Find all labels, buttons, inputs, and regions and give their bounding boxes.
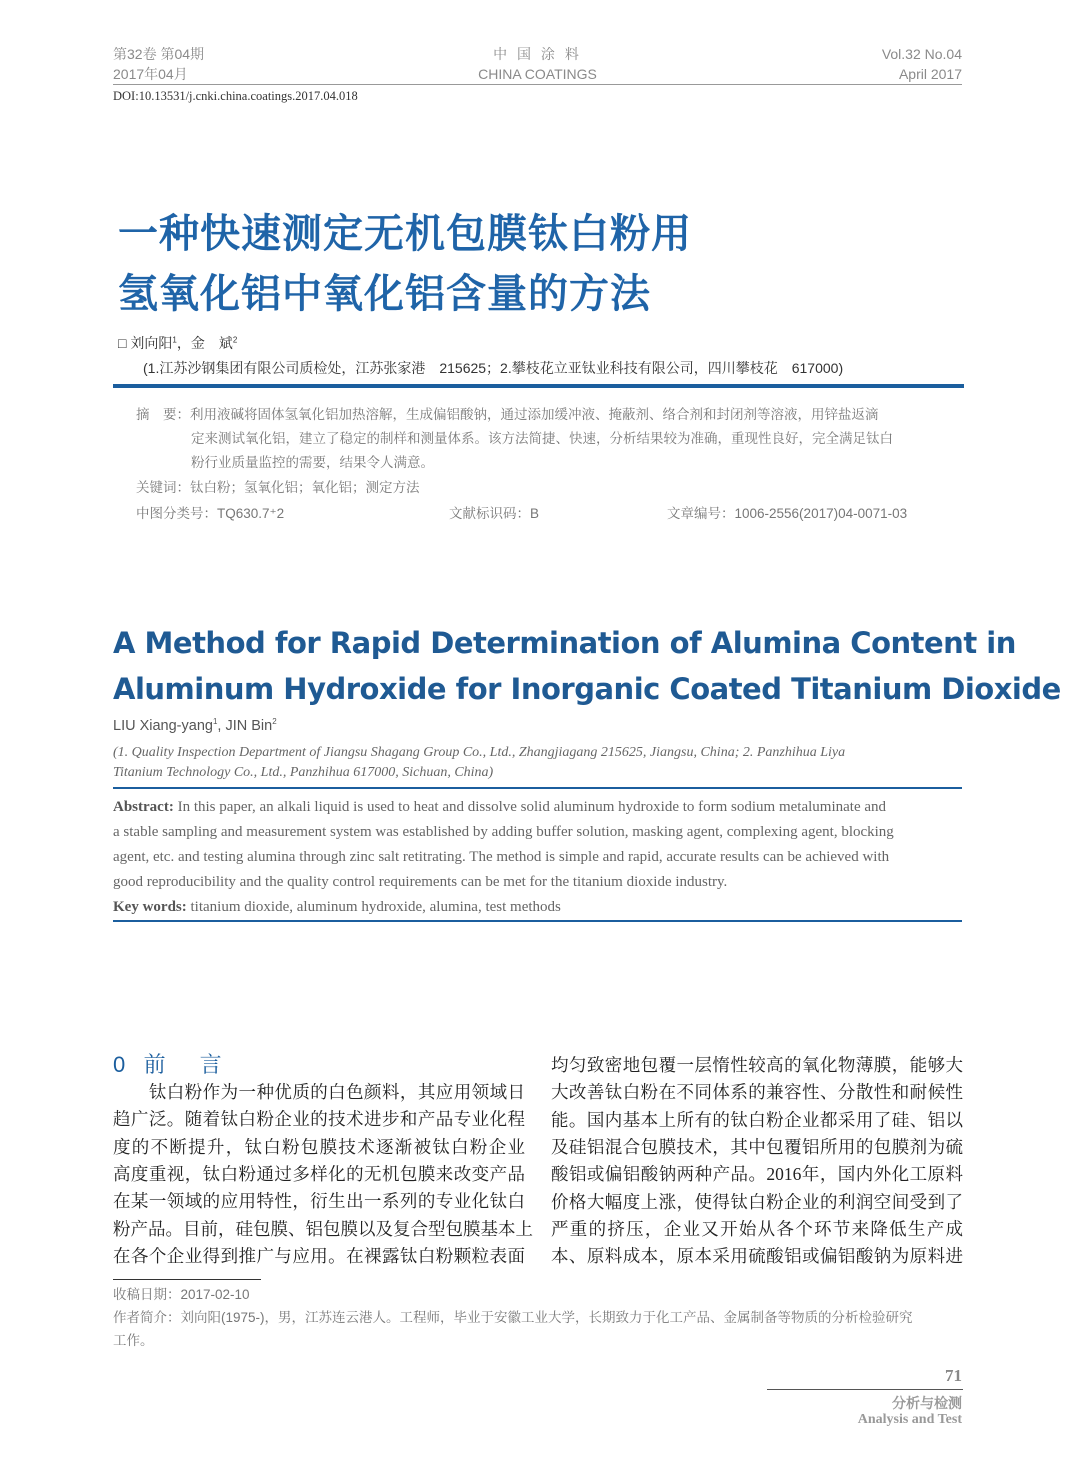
abstract-cn-line: 定来测试氧化铝，建立了稳定的制样和测量体系。该方法简捷、快速，分析结果较为准确，重现性良好，完全满足钛白 (191, 431, 893, 446)
abstract-cn-label: 摘 要： (136, 407, 190, 422)
title-cn-line1: 一种快速测定无机包膜钛白粉用 (118, 212, 692, 256)
body-line: 均匀致密地包覆一层惰性较高的氧化物薄膜，能够大 (551, 1055, 963, 1075)
author-bio-line: 工作。 (113, 1333, 154, 1348)
footer-section-cn: 分析与检测 (892, 1397, 962, 1412)
author-1-sup: 1 (172, 335, 177, 345)
keywords-en-label: Key words: (113, 899, 187, 915)
author-bio (113, 1306, 913, 1352)
affiliation-en-line: (1. Quality Inspection Department of Jiangsu Shagang Group Co., Ltd., Zhangjiagang 215625, Jiangsu, China; 2. Panzhihua Liya (113, 745, 846, 760)
abstract-cn (136, 403, 893, 475)
keywords-en-text: titanium dioxide, aluminum hydroxide, alumina, test methods (186, 899, 561, 915)
author-2-en: JIN Bin (225, 717, 273, 734)
body-line: 高度重视，钛白粉通过多样化的无机包膜来改变产品 (113, 1163, 525, 1184)
authors-cn (118, 333, 237, 353)
body-line: 严重的挤压，企业又开始从各个环节来降低生产成 (551, 1218, 963, 1239)
author-marker: □ (118, 335, 127, 351)
title-rule-blue (113, 384, 964, 388)
affiliation-cn: (1.江苏沙钢集团有限公司质检处，江苏张家港 215625；2.攀枝花立亚钛业科技有限公司，四川攀枝花 617000) (143, 360, 844, 376)
abstract-en-line: good reproducibility and the quality control requirements can be met for the titanium dioxide industry. (113, 874, 728, 890)
body-line: 能。国内基本上所有的钛白粉企业都采用了硅、铝以 (551, 1109, 963, 1130)
journal-name-cn: 中 国 涂 料 (493, 46, 582, 62)
body-line: 价格大幅度上涨，使得钛白粉企业的利润空间受到了 (551, 1191, 963, 1212)
page-number: 71 (945, 1366, 962, 1385)
abstract-rule-top (113, 787, 962, 789)
journal-volume-cn: 第32卷 第04期 (113, 46, 205, 62)
document-code: 文献标识码：B (449, 506, 540, 521)
body-line: 大改善钛白粉在不同体系的兼容性、分散性和耐候性 (551, 1082, 963, 1103)
affiliation-en (113, 743, 963, 783)
classification-number: 中图分类号：TQ630.7⁺2 (136, 506, 285, 521)
author-sep: ， (176, 335, 191, 351)
footnote-rule (113, 1279, 261, 1280)
author-2-cn: 金 斌 (190, 335, 233, 351)
footer-section-en: Analysis and Test (857, 1412, 962, 1427)
journal-date-cn: 2017年04月 (113, 66, 188, 82)
abstract-en-label: Abstract: (113, 799, 174, 815)
author-1-cn: 刘向阳 (130, 335, 173, 351)
header-rule (113, 84, 962, 85)
body-line: 粉产品。目前，硅包膜、铝包膜以及复合型包膜基本上 (113, 1218, 533, 1239)
section-number: 0 (113, 1052, 126, 1077)
abstract-en (113, 795, 963, 920)
body-line: 趋广泛。随着钛白粉企业的技术进步和产品专业化程 (113, 1109, 525, 1130)
received-date: 收稿日期：2017-02-10 (113, 1287, 250, 1302)
abstract-cn-line: 利用液碱将固体氢氧化铝加热溶解，生成偏铝酸钠，通过添加缓冲液、掩蔽剂、络合剂和封闭剂等溶液，用锌盐返滴 (190, 407, 879, 422)
section-heading (113, 1048, 228, 1079)
author-1-sup: 1 (212, 717, 218, 726)
journal-name-en: CHINA COATINGS (478, 66, 597, 82)
journal-date-en: April 2017 (898, 66, 962, 82)
author-sep: , (217, 717, 226, 734)
body-line: 钛白粉作为一种优质的白色颜料，其应用领域日 (113, 1082, 525, 1102)
title-cn-line2: 氢氧化铝中氧化铝含量的方法 (118, 272, 651, 316)
author-bio-line: 作者简介：刘向阳(1975-)，男，江苏连云港人。工程师，毕业于安徽工业大学，长期致力于化工产品、金属制备等物质的分析检验研究 (113, 1310, 913, 1325)
section-title: 前 言 (143, 1052, 228, 1077)
author-2-sup: 2 (272, 717, 277, 726)
body-line: 本、原料成本，原本采用硫酸铝或偏铝酸钠为原料进 (551, 1246, 963, 1267)
abstract-en-line: agent, etc. and testing alumina through zinc salt retitrating. The method is simple and rapid, accurate results can be achieved with (113, 849, 890, 865)
body-line: 度的不断提升，钛白粉包膜技术逐渐被钛白粉企业 (113, 1136, 525, 1157)
body-line: 在某一领域的应用特性，衍生出一系列的专业化钛白 (113, 1191, 525, 1212)
abstract-en-line: In this paper, an alkali liquid is used to heat and dissolve solid aluminum hydroxide to form sodium metaluminate and (173, 799, 887, 815)
title-en-line2: Aluminum Hydroxide for Inorganic Coated Titanium Dioxide (113, 672, 1061, 706)
abstract-en-line: a stable sampling and measurement system was established by adding buffer solution, masking agent, complexing agent, blocking (113, 824, 894, 840)
footer-rule (767, 1389, 963, 1390)
keywords-cn: 关键词：钛白粉；氢氧化铝；氧化铝；测定方法 (136, 480, 420, 495)
body-line: 酸铝或偏铝酸钠两种产品。2016年，国内外化工原料 (551, 1164, 963, 1185)
title-en-line1: A Method for Rapid Determination of Alumina Content in (113, 626, 1016, 660)
doi: DOI:10.13531/j.cnki.china.coatings.2017.04.018 (113, 89, 358, 103)
article-number: 文章编号：1006-2556(2017)04-0071-03 (667, 506, 908, 521)
abstract-rule-bottom (113, 920, 962, 922)
journal-volume-en: Vol.32 No.04 (881, 46, 962, 62)
author-2-sup: 2 (232, 335, 238, 345)
abstract-cn-line: 粉行业质量监控的需要，结果令人满意。 (191, 455, 434, 470)
authors-en (113, 717, 277, 734)
body-line: 及硅铝混合包膜技术，其中包覆铝所用的包膜剂为硫 (551, 1136, 963, 1157)
affiliation-en-line: Titanium Technology Co., Ltd., Panzhihua 617000, Sichuan, China) (113, 765, 494, 780)
body-line: 在各个企业得到推广与应用。在裸露钛白粉颗粒表面 (113, 1245, 525, 1266)
author-1-en: LIU Xiang-yang (113, 717, 213, 734)
